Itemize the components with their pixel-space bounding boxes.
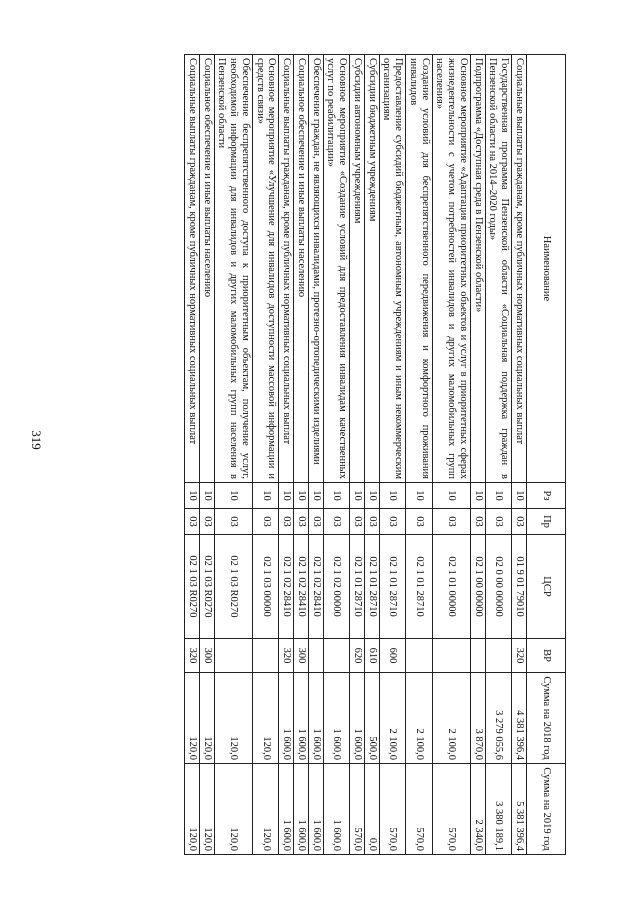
cell-name: Субсидии автономным учреждениям (350, 55, 365, 483)
cell-name: Основное мероприятие «Создание условий для предоставления инвалидам качественных услуг по реабилитации» (323, 55, 350, 483)
cell-pr: 03 (512, 509, 527, 535)
cell-vr: 320 (279, 639, 294, 673)
cell-sum-2018: 120,0 (200, 673, 215, 764)
cell-sum-2019: 1 600,0 (279, 764, 294, 855)
cell-rz: 10 (512, 483, 527, 509)
cell-csr: 02 1 01 28710 (406, 535, 433, 639)
cell-rz: 10 (350, 483, 365, 509)
header-rz: Рз (527, 483, 566, 509)
cell-pr: 03 (214, 509, 252, 535)
cell-sum-2018: 3 870,0 (471, 673, 486, 764)
cell-sum-2018: 1 600,0 (279, 673, 294, 764)
cell-name: Предоставление субсидий бюджетным, автономным учреждениям и иным некоммерческим организациям (379, 55, 406, 483)
cell-csr: 02 1 02 00000 (323, 535, 350, 639)
cell-vr (485, 639, 512, 673)
cell-name: Основное мероприятие «Адаптация приоритетных объектов и услуг в приоритетных сферах жизнедеятельности с учетом потребностей инвалидов и других маломобильных групп населения» (432, 55, 470, 483)
budget-table (184, 54, 566, 855)
page-number: 319 (28, 430, 44, 450)
cell-rz: 10 (379, 483, 406, 509)
cell-vr: 320 (512, 639, 527, 673)
cell-pr: 03 (406, 509, 433, 535)
header-pr: Пр (527, 509, 566, 535)
cell-sum-2019: 0,0 (365, 764, 380, 855)
cell-rz: 10 (279, 483, 294, 509)
header-name: Наименование (527, 55, 566, 483)
cell-name: Основное мероприятие «Улучшение для инвалидов доступности массовой информации и средств связи» (253, 55, 280, 483)
header-csr: ЦСР (527, 535, 566, 639)
cell-pr: 03 (365, 509, 380, 535)
table-row (279, 55, 294, 855)
cell-csr: 02 1 01 28710 (379, 535, 406, 639)
header-sum-2019: Сумма на 2019 год (527, 764, 566, 855)
cell-sum-2018: 3 279 055,6 (485, 673, 512, 764)
cell-rz: 10 (309, 483, 324, 509)
cell-rz: 10 (485, 483, 512, 509)
cell-vr: 300 (294, 639, 309, 673)
cell-pr: 03 (323, 509, 350, 535)
cell-csr: 02 0 00 00000 (485, 535, 512, 639)
cell-sum-2019: 5 381 396,4 (512, 764, 527, 855)
cell-csr: 02 1 03 R0270 (214, 535, 252, 639)
cell-rz: 10 (253, 483, 280, 509)
table-row (214, 55, 252, 855)
cell-vr (214, 639, 252, 673)
cell-name: Социальное обеспечение и иные выплаты населению (294, 55, 309, 483)
cell-sum-2019: 120,0 (253, 764, 280, 855)
cell-rz: 10 (406, 483, 433, 509)
cell-rz: 10 (214, 483, 252, 509)
cell-pr: 03 (253, 509, 280, 535)
cell-sum-2018: 120,0 (214, 673, 252, 764)
cell-sum-2018: 1 600,0 (309, 673, 324, 764)
cell-sum-2019: 3 380 189,1 (485, 764, 512, 855)
cell-sum-2018: 1 600,0 (294, 673, 309, 764)
cell-pr: 03 (432, 509, 470, 535)
table-row (323, 55, 350, 855)
cell-vr: 620 (350, 639, 365, 673)
cell-csr: 02 1 02 28410 (309, 535, 324, 639)
cell-vr (406, 639, 433, 673)
cell-name: Социальные выплаты гражданам, кроме публичных нормативных социальных выплат (185, 55, 200, 483)
cell-pr: 03 (185, 509, 200, 535)
cell-sum-2018: 2 100,0 (379, 673, 406, 764)
cell-pr: 03 (200, 509, 215, 535)
cell-sum-2019: 1 600,0 (309, 764, 324, 855)
cell-rz: 10 (294, 483, 309, 509)
cell-csr: 02 1 01 28710 (350, 535, 365, 639)
cell-sum-2019: 120,0 (214, 764, 252, 855)
cell-sum-2019: 2 340,0 (471, 764, 486, 855)
cell-csr: 02 1 03 R0270 (185, 535, 200, 639)
cell-sum-2019: 570,0 (432, 764, 470, 855)
cell-name: Социальные выплаты гражданам, кроме публичных нормативных социальных выплат (512, 55, 527, 483)
cell-name: Создание условий для беспрепятственного передвижения и комфортного проживания инвалидов (406, 55, 433, 483)
cell-rz: 10 (432, 483, 470, 509)
table-row (379, 55, 406, 855)
cell-name: Субсидии бюджетным учреждениям (365, 55, 380, 483)
cell-sum-2019: 570,0 (406, 764, 433, 855)
cell-sum-2018: 2 100,0 (406, 673, 433, 764)
cell-name: Обеспечение беспрепятственного доступа к приоритетным объектам, получение услуг, необходимой информации для инвалидов и других маломобильных групп населения в Пензенской области (214, 55, 252, 483)
budget-table-container (86, 54, 566, 854)
cell-vr: 320 (185, 639, 200, 673)
table-row (185, 55, 200, 855)
cell-vr (432, 639, 470, 673)
cell-csr: 02 1 00 00000 (471, 535, 486, 639)
cell-rz: 10 (200, 483, 215, 509)
cell-sum-2019: 120,0 (185, 764, 200, 855)
cell-sum-2018: 2 100,0 (432, 673, 470, 764)
cell-pr: 03 (485, 509, 512, 535)
cell-vr (323, 639, 350, 673)
cell-csr: 02 1 03 R0270 (200, 535, 215, 639)
cell-pr: 03 (379, 509, 406, 535)
cell-sum-2018: 1 600,0 (323, 673, 350, 764)
cell-sum-2019: 570,0 (379, 764, 406, 855)
cell-sum-2018: 500,0 (365, 673, 380, 764)
cell-vr (253, 639, 280, 673)
header-sum-2018: Сумма на 2018 год (527, 673, 566, 764)
cell-csr: 02 1 02 28410 (279, 535, 294, 639)
cell-name: Социальные выплаты гражданам, кроме публичных нормативных социальных выплат (279, 55, 294, 483)
cell-sum-2018: 1 600,0 (350, 673, 365, 764)
cell-pr: 03 (309, 509, 324, 535)
table-row (485, 55, 512, 855)
table-row (471, 55, 486, 855)
cell-sum-2018: 120,0 (253, 673, 280, 764)
cell-rz: 10 (323, 483, 350, 509)
table-row (309, 55, 324, 855)
cell-pr: 03 (471, 509, 486, 535)
cell-sum-2019: 120,0 (200, 764, 215, 855)
table-row (365, 55, 380, 855)
cell-sum-2018: 4 381 396,4 (512, 673, 527, 764)
table-row (200, 55, 215, 855)
cell-vr (471, 639, 486, 673)
cell-csr: 02 1 02 28410 (294, 535, 309, 639)
cell-sum-2019: 1 600,0 (323, 764, 350, 855)
cell-csr: 02 1 01 28710 (365, 535, 380, 639)
table-body (185, 55, 527, 855)
table-header-row (527, 55, 566, 855)
table-row (253, 55, 280, 855)
cell-rz: 10 (471, 483, 486, 509)
cell-pr: 03 (279, 509, 294, 535)
cell-pr: 03 (350, 509, 365, 535)
cell-sum-2019: 1 600,0 (294, 764, 309, 855)
table-row (512, 55, 527, 855)
cell-name: Социальное обеспечение и иные выплаты населению (200, 55, 215, 483)
cell-vr: 300 (200, 639, 215, 673)
cell-name: Обеспечение граждан, не являющихся инвалидами, протезно-ортопедическими изделиями (309, 55, 324, 483)
cell-sum-2019: 570,0 (350, 764, 365, 855)
cell-csr: 02 1 03 00000 (253, 535, 280, 639)
cell-pr: 03 (294, 509, 309, 535)
table-row (432, 55, 470, 855)
cell-csr: 01 9 01 79010 (512, 535, 527, 639)
cell-csr: 02 1 01 00000 (432, 535, 470, 639)
cell-vr: 600 (379, 639, 406, 673)
cell-name: Подпрограмма «Доступная среда в Пензенской области» (471, 55, 486, 483)
cell-rz: 10 (365, 483, 380, 509)
table-row (294, 55, 309, 855)
table-row (406, 55, 433, 855)
header-vr: ВР (527, 639, 566, 673)
table-row (350, 55, 365, 855)
cell-name: Государственная программа Пензенской области «Социальная поддержка граждан в Пензенской области на 2014–2020 годы» (485, 55, 512, 483)
cell-vr (309, 639, 324, 673)
cell-vr: 610 (365, 639, 380, 673)
cell-rz: 10 (185, 483, 200, 509)
cell-sum-2018: 120,0 (185, 673, 200, 764)
